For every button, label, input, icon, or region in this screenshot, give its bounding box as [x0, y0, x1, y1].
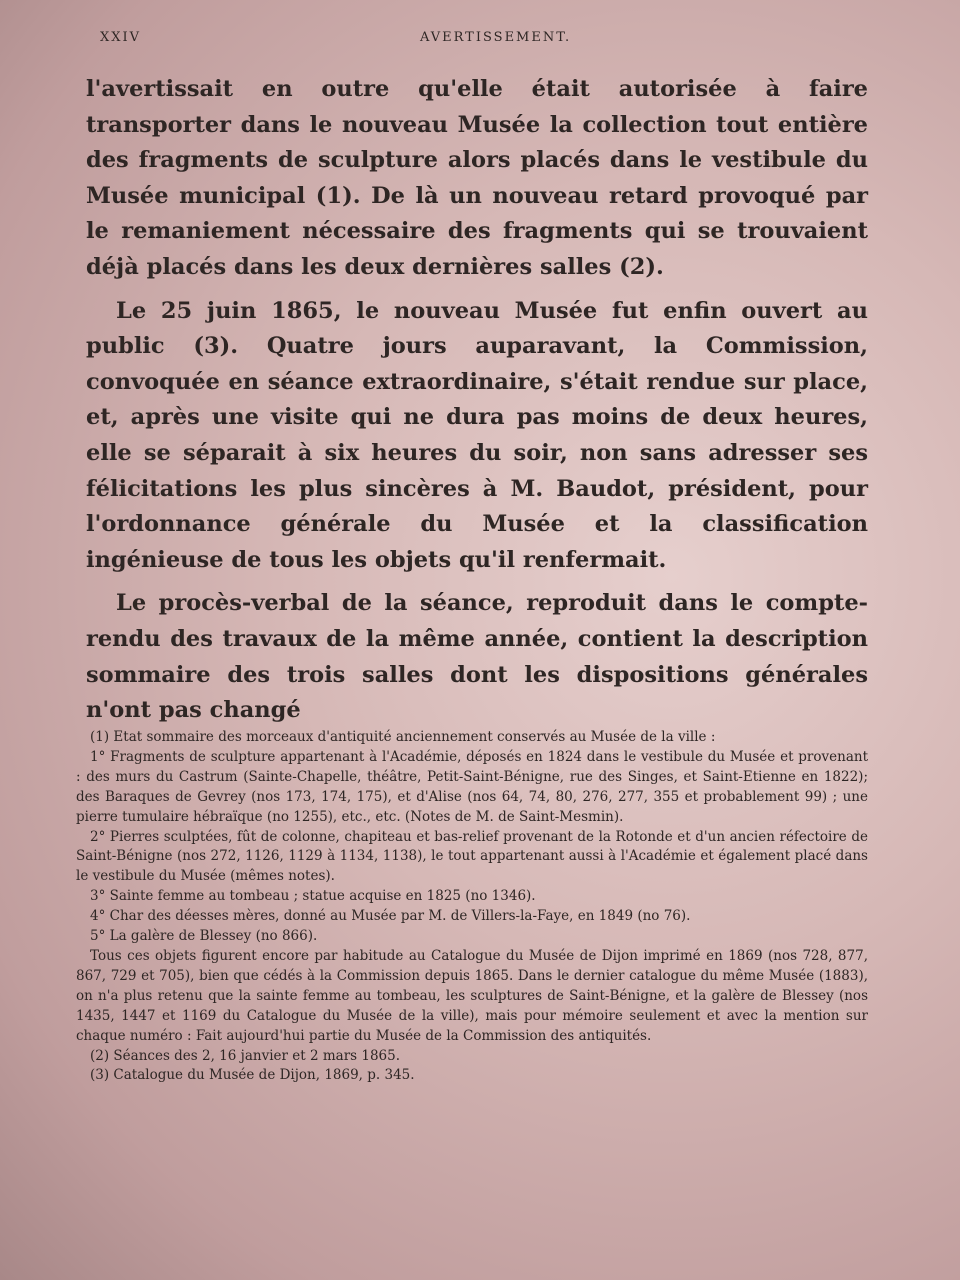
paragraph: Le 25 juin 1865, le nouveau Musée fut enfin ouvert au public (3). Quatre jours auparavant, la Commission, convoquée en séance extraordinaire, s'était rendue sur place, et, après une visite qui ne dura pas moins de deux heures, elle se séparait à six heures du soir, non sans adresser ses félicitations les plus sincères à M. Baudot, président, pour l'ordonnance générale du Musée et la classification ingénieuse de tous les objets qu'il renfermait.: [86, 297, 868, 573]
footnote-3: (3) Catalogue du Musée de Dijon, 1869, p. 345.: [90, 1067, 415, 1084]
footnote-1-item: 3° Sainte femme au tombeau ; statue acquise en 1825 (no 1346).: [90, 888, 536, 905]
footnote-1-intro: (1) Etat sommaire des morceaux d'antiquité anciennement conservés au Musée de la ville :: [90, 729, 716, 745]
footnote-1-tail: Tous ces objets figurent encore par habitude au Catalogue du Musée de Dijon imprimé en 1869 (nos 728, 877, 867, 729 et 705), bien que cédés à la Commission depuis 1865. Dans le dernier catalogue du même Musée (1883), on n'a plus retenu que la sainte femme au tombeau, les sculptures de Saint-Bénigne, et la galère de Blessey (nos 1435, 1447 et 1169 du Catalogue du Musée de la ville), mais pour mémoire seulement et avec la mention sur chaque numéro : Fait aujourd'hui partie du Musée de la Commission des antiquités.: [76, 947, 868, 1044]
main-text: [86, 72, 868, 729]
footnote-1-item: 2° Pierres sculptées, fût de colonne, chapiteau et bas-relief provenant de la Rotonde et d'un ancien réfectoire de Saint-Bénigne (nos 272, 1126, 1129 à 1134, 1138), le tout appartenant aussi à l'Académie et également placé dans le vestibule du Musée (mêmes notes).: [76, 828, 868, 885]
running-head: [100, 30, 860, 45]
paragraph: Le procès-verbal de la séance, reproduit dans le compte-rendu des travaux de la même année, contient la description sommaire des trois salles dont les dispositions générales n'ont pas changé: [86, 590, 868, 724]
footnote-1-item: 1° Fragments de sculpture appartenant à l'Académie, déposés en 1824 dans le vestibule du Musée et provenant : des murs du Castrum (Sainte-Chapelle, théâtre, Petit-Saint-Bénigne, rue des Singes, et Saint-Etienne en 1822); des Baraques de Gevrey (nos 173, 174, 175), et d'Alise (nos 64, 74, 80, 276, 277, 355 et probablement 99) ; une pierre tumulaire hébraïque (no 1255), etc., etc. (Notes de M. de Saint-Mesmin).: [76, 748, 868, 825]
page-number: XXIV: [100, 30, 142, 45]
running-title: AVERTISSEMENT.: [420, 30, 572, 45]
footnote-1-item: 4° Char des déesses mères, donné au Musée par M. de Villers-la-Faye, en 1849 (no 76).: [90, 908, 691, 925]
footnotes: [76, 728, 868, 1086]
footnote-2: (2) Séances des 2, 16 janvier et 2 mars 1865.: [90, 1047, 401, 1064]
footnote-1-item: 5° La galère de Blessey (no 866).: [90, 928, 318, 945]
paragraph: l'avertissait en outre qu'elle était autorisée à faire transporter dans le nouveau Musée la collection tout entière des fragments de sculpture alors placés dans le vestibule du Musée municipal (1). De là un nouveau retard provoqué par le remaniement nécessaire des fragments qui se trouvaient déjà placés dans les deux dernières salles (2).: [86, 76, 868, 280]
